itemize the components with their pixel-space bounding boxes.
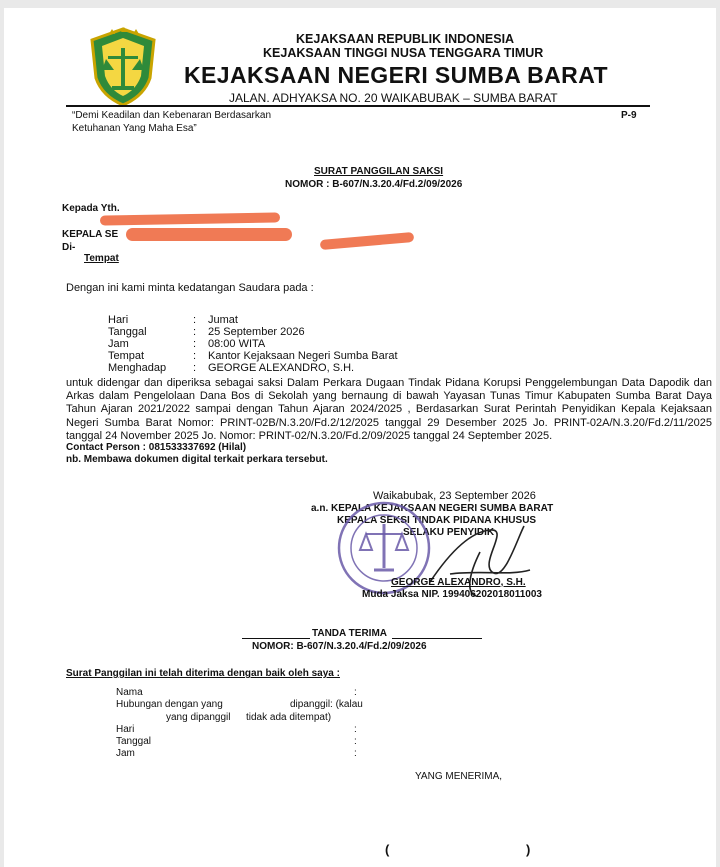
- receipt-hubungan-part-b: yang dipanggil: [166, 712, 231, 723]
- letter-number: NOMOR : B-607/N.3.20.4/Fd.2/09/2026: [285, 179, 463, 190]
- receipt-colon: :: [354, 724, 357, 735]
- row-colon: :: [193, 326, 197, 338]
- receipt-label-hubungan-1: Hubungan dengan yang: [116, 699, 223, 710]
- receipt-label-jam: Jam: [116, 748, 135, 759]
- note-line: nb. Membawa dokumen digital terkait perkara tersebut.: [66, 454, 328, 465]
- row-value-jam: 08:00 WITA: [208, 338, 266, 350]
- sign-line-3: SELAKU PENYIDIK: [403, 527, 495, 538]
- row-label-jam: Jam: [108, 338, 129, 350]
- receipt-colon: :: [354, 748, 357, 759]
- receipt-hubungan-part-a: dipanggil: (kalau: [290, 699, 363, 710]
- recipient-name-visible: KEPALA SE: [62, 229, 119, 240]
- receipt-label-hari: Hari: [116, 724, 135, 735]
- receiver-paren-open: (: [385, 842, 390, 857]
- sign-line-2: KEPALA SEKSI TINDAK PIDANA KHUSUS: [337, 515, 537, 526]
- motto-line-2: Ketuhanan Yang Maha Esa”: [72, 123, 197, 134]
- row-label-hari: Hari: [108, 314, 129, 326]
- row-colon: :: [193, 362, 197, 374]
- org-line-1: KEJAKSAAN REPUBLIK INDONESIA: [296, 32, 515, 46]
- sign-place-date: Waikabubak, 23 September 2026: [373, 490, 536, 502]
- receipt-rule-left: [242, 638, 310, 639]
- signer-name: GEORGE ALEXANDRO, S.H.: [391, 577, 526, 588]
- receipt-colon: :: [354, 687, 357, 698]
- row-colon: :: [193, 338, 197, 350]
- org-line-2: KEJAKSAAN TINGGI NUSA TENGGARA TIMUR: [263, 46, 544, 60]
- recipient-di: Di-: [62, 242, 76, 253]
- form-code: P-9: [621, 110, 637, 121]
- signer-rank-nip: Muda Jaksa NIP. 199406202018011003: [362, 589, 542, 600]
- row-value-menghadap: GEORGE ALEXANDRO, S.H.: [208, 362, 355, 374]
- receipt-hubungan-part-c: tidak ada ditempat): [246, 712, 332, 723]
- kejaksaan-emblem-logo: [86, 26, 160, 108]
- org-line-3: KEJAKSAAN NEGERI SUMBA BARAT: [184, 62, 608, 88]
- receiver-paren-close: ): [526, 842, 531, 857]
- row-value-tanggal: 25 September 2026: [208, 326, 305, 338]
- sign-line-1: a.n. KEPALA KEJAKSAAN NEGERI SUMBA BARAT: [311, 503, 554, 514]
- recipient-salutation: Kepada Yth.: [62, 203, 120, 214]
- intro-text: Dengan ini kami minta kedatangan Saudara pada :: [66, 282, 314, 294]
- receipt-statement: Surat Panggilan ini telah diterima dengan baik oleh saya :: [66, 668, 340, 679]
- receipt-colon: :: [354, 736, 357, 747]
- receipt-number: NOMOR: B-607/N.3.20.4/Fd.2/09/2026: [252, 641, 427, 652]
- row-label-tempat: Tempat: [108, 350, 145, 362]
- receipt-label-tanggal: Tanggal: [116, 736, 152, 747]
- row-colon: :: [193, 350, 197, 362]
- redaction-mark: [126, 228, 292, 241]
- header-rule: [66, 105, 650, 107]
- recipient-place: Tempat: [84, 253, 119, 264]
- receipt-label-nama: Nama: [116, 687, 143, 698]
- org-address: JALAN. ADHYAKSA NO. 20 WAIKABUBAK – SUMBA BARAT: [229, 91, 558, 105]
- receiver-label: YANG MENERIMA,: [415, 771, 503, 782]
- motto-line-1: “Demi Keadilan dan Kebenaran Berdasarkan: [72, 110, 272, 121]
- row-colon: :: [193, 314, 197, 326]
- letter-title: SURAT PANGGILAN SAKSI: [314, 166, 444, 177]
- receipt-rule-right: [392, 638, 482, 639]
- row-label-tanggal: Tanggal: [108, 326, 147, 338]
- contact-person: Contact Person : 081533337692 (Hilal): [66, 442, 247, 453]
- row-value-hari: Jumat: [208, 314, 238, 326]
- body-paragraph: untuk didengar dan diperiksa sebagai saksi Dalam Perkara Dugaan Tindak Pidana Korupsi Penggelembungan Data Dapodik dan Arkas dalam Pengelolaan Dana Bos di Sekolah yang bernaung di bawah Yayasan Tunas Timur Kabupaten Sumba Barat Daya Tahun Ajaran 2021/2022 sampai dengan Tahun Ajaran 2024/2025 , Berdasarkan Surat Perintah Penyidikan Kepala Kejaksaan Negeri Sumba Barat Nomor: PRINT-02B/N.3.20/Fd.2/12/2025 tanggal 29 Desember 2025 Jo. PRINT-02A/N.3.20/Fd.2/11/2025 tanggal 24 November 2025 Jo. Nomor: PRINT-02/N.3.20/Fd.2/09/2025 tanggal 24 September 2025.: [66, 377, 712, 442]
- receipt-title: TANDA TERIMA: [312, 628, 387, 639]
- row-label-menghadap: Menghadap: [108, 362, 167, 374]
- row-value-tempat: Kantor Kejaksaan Negeri Sumba Barat: [208, 350, 398, 362]
